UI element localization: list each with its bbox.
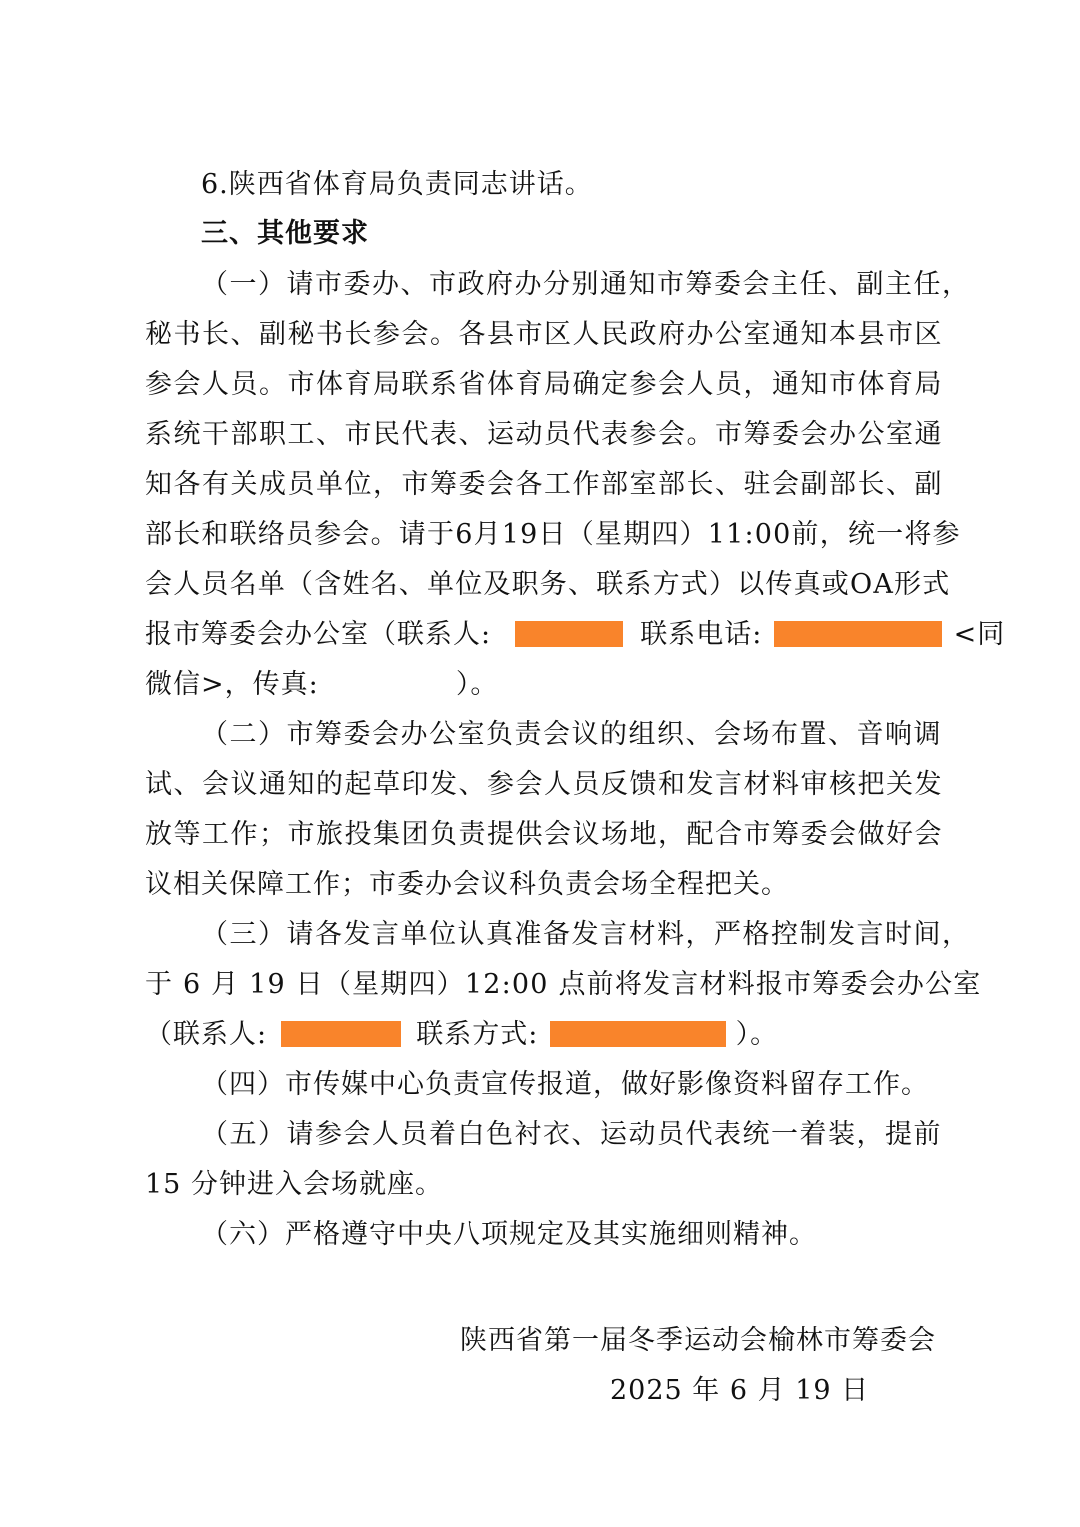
para3-line3 bbox=[145, 1010, 778, 1060]
signature-organization: 陕西省第一届冬季运动会榆林市筹委会 bbox=[460, 1325, 936, 1356]
para2-line2: 试、会议通知的起草印发、参会人员反馈和发言材料审核把关发 bbox=[145, 769, 943, 800]
agenda-item-6: 6.陕西省体育局负责同志讲话。 bbox=[201, 169, 593, 200]
para5-line1: （五）请参会人员着白色衬衣、运动员代表统一着装，提前 bbox=[201, 1119, 942, 1150]
para1-line6: 部长和联络员参会。请于6月19日（星期四）11:00前，统一将参 bbox=[145, 519, 961, 550]
redacted-para3-contact-method bbox=[550, 1021, 726, 1047]
wechat-bracket-open: <同 bbox=[953, 619, 1006, 650]
para2-line3: 放等工作；市旅投集团负责提供会议场地，配合市筹委会做好会 bbox=[145, 819, 943, 850]
redacted-fax bbox=[328, 671, 446, 697]
para1-line7: 会人员名单（含姓名、单位及职务、联系方式）以传真或OA形式 bbox=[145, 569, 951, 600]
para2-line4: 议相关保障工作；市委办会议科负责会场全程把关。 bbox=[145, 869, 789, 900]
redacted-contact-name bbox=[515, 621, 623, 647]
para1-line1: （一）请市委办、市政府办分别通知市筹委会主任、副主任， bbox=[201, 269, 971, 300]
para3-line1: （三）请各发言单位认真准备发言材料，严格控制发言时间， bbox=[201, 919, 971, 950]
para3-closing: ）。 bbox=[735, 1019, 779, 1050]
para4: （四）市传媒中心负责宣传报道，做好影像资料留存工作。 bbox=[201, 1069, 929, 1100]
para3-contact-label: （联系人: bbox=[145, 1019, 268, 1050]
para1-line8 bbox=[145, 610, 1005, 660]
para6: （六）严格遵守中央八项规定及其实施细则精神。 bbox=[201, 1219, 817, 1250]
signature-date: 2025 年 6 月 19 日 bbox=[610, 1375, 870, 1406]
redacted-para3-contact-name bbox=[281, 1021, 401, 1047]
para1-line4: 系统干部职工、市民代表、运动员代表参会。市筹委会办公室通 bbox=[145, 419, 943, 450]
para1-line3: 参会人员。市体育局联系省体育局确定参会人员，通知市体育局 bbox=[145, 369, 943, 400]
para1-line9 bbox=[145, 660, 498, 710]
para1-line5: 知各有关成员单位，市筹委会各工作部室部长、驻会副部长、副 bbox=[145, 469, 943, 500]
redacted-contact-phone bbox=[774, 621, 942, 647]
contact-person-label: 报市筹委会办公室（联系人: bbox=[145, 619, 492, 650]
para2-line1: （二）市筹委会办公室负责会议的组织、会场布置、音响调 bbox=[201, 719, 942, 750]
fax-label: 微信>，传真: bbox=[145, 669, 319, 700]
para3-contact-method-label: 联系方式: bbox=[416, 1019, 539, 1050]
para5-line2: 15 分钟进入会场就座。 bbox=[145, 1169, 443, 1200]
section-heading-other-requirements: 三、其他要求 bbox=[201, 218, 369, 249]
para3-line2: 于 6 月 19 日（星期四）12:00 点前将发言材料报市筹委会办公室 bbox=[145, 969, 982, 1000]
contact-phone-label: 联系电话: bbox=[640, 619, 763, 650]
para1-closing: ）。 bbox=[455, 669, 499, 700]
para1-line2: 秘书长、副秘书长参会。各县市区人民政府办公室通知本县市区 bbox=[145, 319, 943, 350]
